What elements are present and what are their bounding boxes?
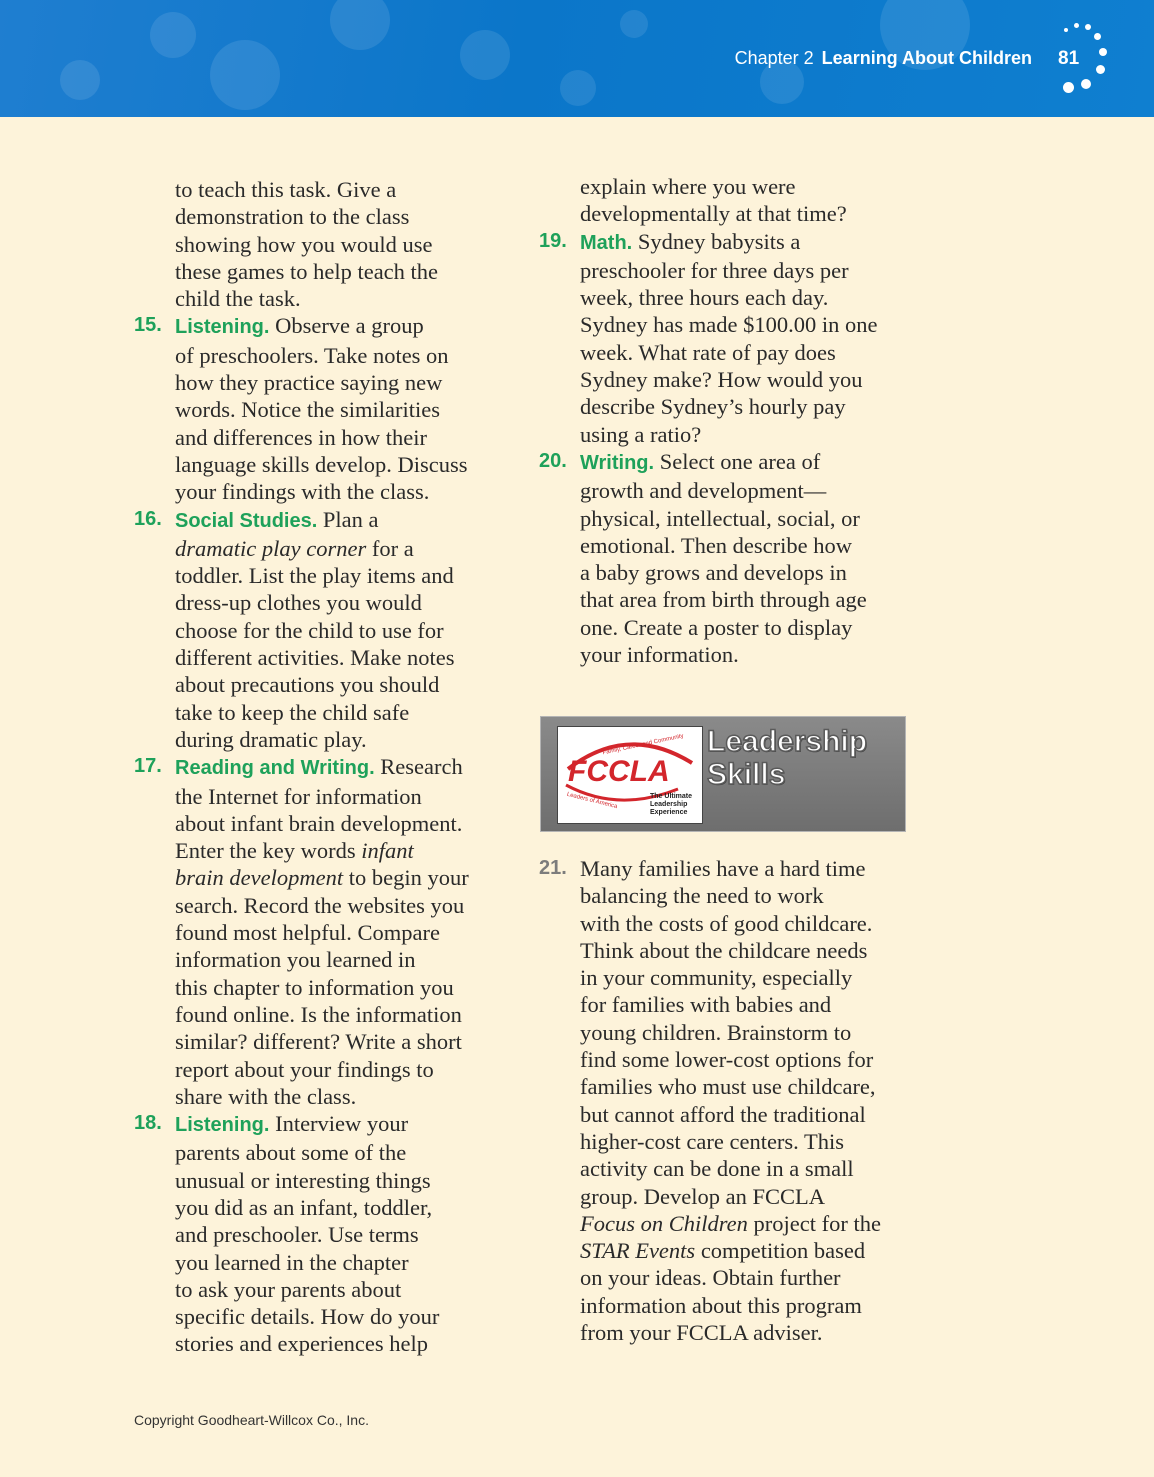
text-line: growth and development— — [580, 478, 827, 504]
text-line: and preschooler. Use terms — [175, 1222, 419, 1248]
item-21-block — [539, 855, 919, 1346]
text-line: Select one area of — [654, 448, 821, 474]
text-line: parents about some of the — [175, 1140, 407, 1166]
text-line: physical, intellectual, social, or — [580, 505, 860, 531]
text-line: explain where you were — [580, 174, 796, 199]
text-line: unusual or interesting things — [175, 1167, 431, 1193]
text-line: young children. Brainstorm to — [580, 1019, 852, 1045]
text-line: demonstration to the class — [175, 204, 410, 230]
item-number: 21. — [539, 857, 567, 879]
text-line: Interview your — [269, 1111, 409, 1137]
text-line: to ask your parents about — [175, 1276, 402, 1302]
text-line: during dramatic play. — [175, 726, 367, 752]
text-line: child the task. — [175, 286, 301, 312]
text-line: that area from birth through age — [580, 587, 867, 613]
item-heading: Reading and Writing. — [175, 757, 375, 780]
italic-term: STAR Events — [580, 1238, 696, 1264]
text-line: for a — [366, 535, 414, 561]
text-line: in your community, especially — [580, 965, 853, 991]
text-line: Observe a group — [269, 313, 424, 339]
text-line: stories and experiences help — [175, 1331, 429, 1357]
logo-wordmark: FCCLA — [568, 755, 670, 788]
item-heading: Writing. — [580, 451, 655, 474]
chapter-label: Chapter 2 — [734, 48, 814, 68]
italic-term: brain development — [175, 865, 344, 891]
text-line: information about this program — [580, 1292, 862, 1318]
text-line: balancing the need to work — [580, 883, 824, 909]
italic-term: Focus on Children — [580, 1210, 748, 1236]
banner-title-line: Skills — [707, 758, 786, 791]
copyright-footer: Copyright Goodheart-Willcox Co., Inc. — [134, 1412, 369, 1428]
left-column — [134, 176, 514, 1358]
text-line: search. Record the websites you — [175, 892, 465, 918]
text-line: toddler. List the play items and — [175, 563, 454, 589]
tagline-line: Leadership — [650, 801, 688, 808]
text-line: from your FCCLA adviser. — [580, 1320, 823, 1346]
text-line: to begin your — [343, 865, 469, 891]
text-line: your findings with the class. — [175, 479, 430, 505]
chapter-title: Learning About Children — [821, 48, 1032, 68]
text-line: found most helpful. Compare — [175, 920, 440, 946]
logo-arc-top: Family, Career and Community — [602, 733, 685, 757]
text-line: information you learned in — [175, 947, 416, 973]
right-column — [539, 173, 919, 668]
text-line: about infant brain development. — [175, 810, 463, 836]
text-line: preschooler for three days per — [580, 257, 849, 283]
text-line: these games to help teach the — [175, 258, 439, 284]
banner-title-line: Leadership — [707, 725, 868, 758]
text-line: Sydney make? How would you — [580, 367, 863, 393]
tagline-line: The Ultimate — [650, 793, 693, 800]
item-17 — [134, 753, 514, 1110]
text-line: describe Sydney’s hourly pay — [580, 394, 846, 420]
text-line: found online. Is the information — [175, 1001, 462, 1027]
text-line: a baby grows and develops in — [580, 560, 847, 586]
logo-tagline — [650, 793, 692, 817]
text-line: week. What rate of pay does — [580, 339, 836, 365]
item-heading: Social Studies. — [175, 509, 318, 532]
item-20 — [539, 448, 919, 668]
text-line: Sydney babysits a — [632, 228, 801, 254]
text-line: how they practice saying new — [175, 370, 443, 396]
text-line: you did as an infant, toddler, — [175, 1194, 433, 1220]
text-line: report about your findings to — [175, 1056, 434, 1082]
text-line: similar? different? Write a short — [175, 1029, 462, 1055]
text-line: the Internet for information — [175, 783, 422, 809]
item-14-continuation — [134, 176, 514, 312]
item-16 — [134, 506, 514, 754]
text-line: Sydney has made $100.00 in one — [580, 312, 878, 338]
text-line: Think about the childcare needs — [580, 937, 868, 963]
text-line: dress-up clothes you would — [175, 590, 422, 616]
tagline-line: Experience — [650, 809, 688, 816]
item-number: 20. — [539, 449, 567, 472]
text-line: you learned in the chapter — [175, 1249, 409, 1275]
text-line: week, three hours each day. — [580, 285, 829, 311]
text-line: with the costs of good childcare. — [580, 910, 873, 936]
text-line: Research — [374, 754, 463, 780]
text-line: choose for the child to use for — [175, 617, 444, 643]
item-heading: Listening. — [175, 1114, 270, 1137]
item-number: 17. — [134, 755, 162, 778]
text-line: your information. — [580, 642, 739, 668]
item-heading: Math. — [580, 231, 633, 254]
text-line: and differences in how their — [175, 424, 427, 450]
text-line: language skills develop. Discuss — [175, 451, 468, 477]
item-19 — [539, 228, 919, 448]
chapter-heading — [735, 48, 1032, 69]
italic-term: infant — [361, 838, 414, 864]
text-line: different activities. Make notes — [175, 645, 455, 671]
text-line: on your ideas. Obtain further — [580, 1265, 841, 1291]
text-line: Many families have a hard time — [580, 856, 866, 881]
page-number: 81 — [1058, 48, 1080, 69]
item-number: 15. — [134, 314, 162, 337]
text-line: Enter the key words — [175, 838, 362, 864]
text-line: families who must use childcare, — [580, 1074, 876, 1100]
item-18-continuation — [539, 173, 919, 228]
text-line: take to keep the child safe — [175, 699, 410, 725]
text-line: developmentally at that time? — [580, 201, 847, 227]
text-line: group. Develop an FCCLA — [580, 1183, 825, 1209]
text-line: one. Create a poster to display — [580, 614, 853, 640]
text-line: project for the — [747, 1210, 881, 1236]
item-15 — [134, 312, 514, 505]
item-18 — [134, 1110, 514, 1358]
text-line: Plan a — [317, 506, 379, 532]
text-line: higher-cost care centers. This — [580, 1128, 845, 1154]
page-header — [0, 0, 1154, 117]
text-line: for families with babies and — [580, 992, 832, 1018]
fccla-logo — [557, 726, 703, 824]
item-number: 19. — [539, 229, 567, 252]
logo-arc-bottom: Leaders of America — [566, 791, 618, 811]
text-line: competition based — [695, 1238, 866, 1264]
item-21 — [539, 855, 919, 1346]
text-line: showing how you would use — [175, 231, 433, 257]
banner-title — [707, 725, 867, 791]
text-line: to teach this task. Give a — [175, 177, 397, 202]
text-line: share with the class. — [175, 1083, 357, 1109]
text-line: about precautions you should — [175, 672, 440, 698]
italic-term: dramatic play corner — [175, 535, 367, 561]
text-line: specific details. How do your — [175, 1304, 440, 1330]
text-line: emotional. Then describe how — [580, 532, 853, 558]
item-number: 18. — [134, 1112, 162, 1135]
text-line: this chapter to information you — [175, 974, 454, 1000]
item-number: 16. — [134, 507, 162, 530]
text-line: find some lower-cost options for — [580, 1047, 874, 1073]
text-line: using a ratio? — [580, 421, 702, 447]
text-line: activity can be done in a small — [580, 1156, 854, 1182]
item-heading: Listening. — [175, 316, 270, 339]
text-line: words. Notice the similarities — [175, 397, 440, 423]
leadership-skills-banner — [540, 716, 906, 832]
text-line: but cannot afford the traditional — [580, 1101, 866, 1127]
text-line: of preschoolers. Take notes on — [175, 342, 449, 368]
